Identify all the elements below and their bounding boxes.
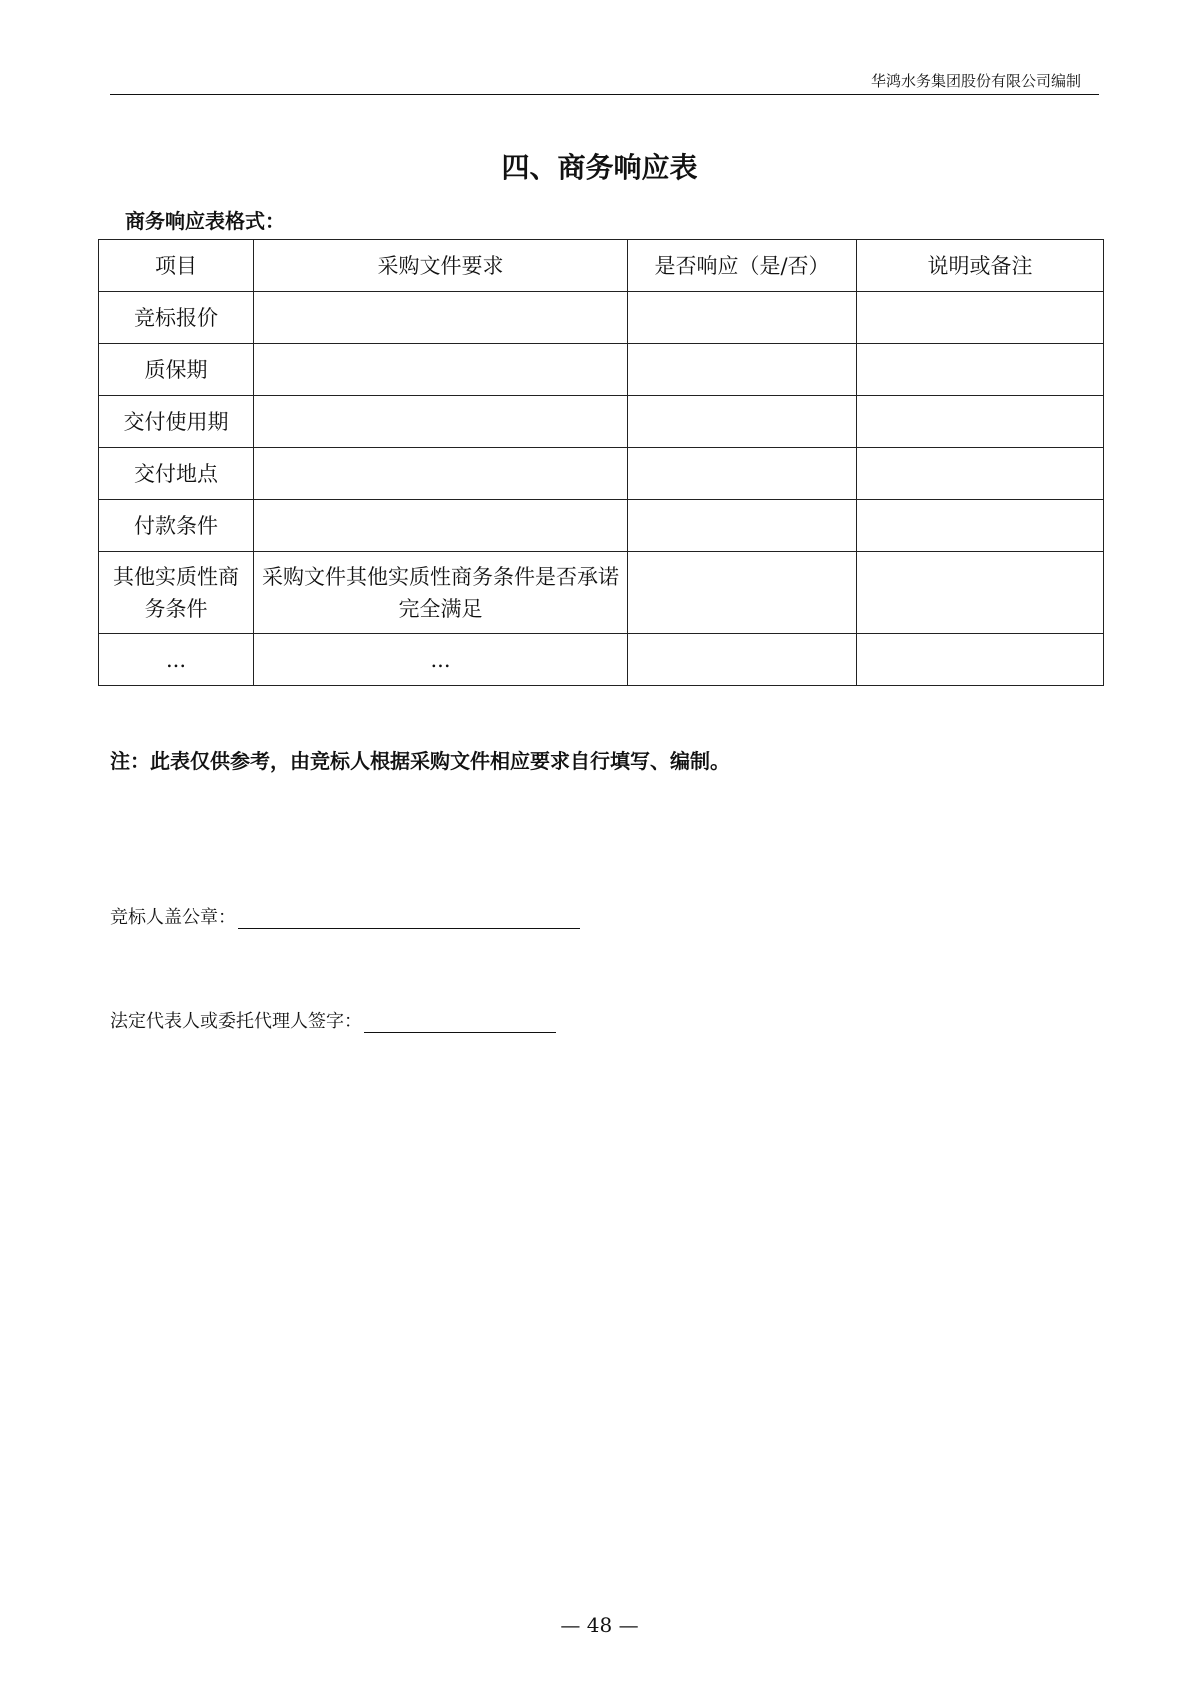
row-response[interactable]: [628, 292, 857, 344]
row-response[interactable]: [628, 344, 857, 396]
row-requirement[interactable]: [254, 500, 628, 552]
representative-blank[interactable]: [364, 1014, 556, 1033]
row-remark[interactable]: [857, 634, 1104, 686]
column-header-response: 是否响应（是/否）: [628, 240, 857, 292]
table-header-row: [99, 240, 1104, 292]
note-text: 注：此表仅供参考，由竞标人根据采购文件相应要求自行填写、编制。: [110, 749, 730, 773]
row-requirement[interactable]: [254, 344, 628, 396]
row-item: ...: [99, 634, 254, 686]
table-row: [99, 634, 1104, 686]
row-requirement[interactable]: [254, 396, 628, 448]
row-requirement[interactable]: [254, 292, 628, 344]
representative-signature-line: [110, 1007, 556, 1033]
table-row: [99, 448, 1104, 500]
row-item: 付款条件: [99, 500, 254, 552]
row-remark[interactable]: [857, 552, 1104, 634]
business-response-table: [98, 239, 1104, 686]
header-divider: [110, 94, 1099, 95]
table-row: [99, 396, 1104, 448]
row-item: 交付地点: [99, 448, 254, 500]
row-requirement[interactable]: 采购文件其他实质性商务条件是否承诺完全满足: [254, 552, 628, 634]
representative-label: 法定代表人或委托代理人签字：: [110, 1011, 362, 1032]
table-row: [99, 292, 1104, 344]
seal-label: 竞标人盖公章：: [110, 907, 236, 928]
table-row: [99, 552, 1104, 634]
row-response[interactable]: [628, 552, 857, 634]
row-item: 竞标报价: [99, 292, 254, 344]
row-response[interactable]: [628, 634, 857, 686]
column-header-remark: 说明或备注: [857, 240, 1104, 292]
row-remark[interactable]: [857, 500, 1104, 552]
row-requirement[interactable]: [254, 448, 628, 500]
table-row: [99, 344, 1104, 396]
table-row: [99, 500, 1104, 552]
row-item: 交付使用期: [99, 396, 254, 448]
row-response[interactable]: [628, 448, 857, 500]
column-header-item: 项目: [99, 240, 254, 292]
seal-signature-line: [110, 903, 580, 929]
row-response[interactable]: [628, 396, 857, 448]
header-company: 华鸿水务集团股份有限公司编制: [870, 72, 1081, 90]
row-remark[interactable]: [857, 344, 1104, 396]
row-remark[interactable]: [857, 448, 1104, 500]
row-requirement[interactable]: ...: [254, 634, 628, 686]
page-title: 四、商务响应表: [501, 151, 698, 184]
section-subtitle: 商务响应表格式：: [125, 209, 285, 233]
row-remark[interactable]: [857, 292, 1104, 344]
row-response[interactable]: [628, 500, 857, 552]
column-header-requirement: 采购文件要求: [254, 240, 628, 292]
row-item: 质保期: [99, 344, 254, 396]
seal-blank[interactable]: [238, 910, 580, 929]
page-number: — 48 —: [560, 1613, 639, 1637]
row-item: 其他实质性商务条件: [99, 552, 254, 634]
row-remark[interactable]: [857, 396, 1104, 448]
